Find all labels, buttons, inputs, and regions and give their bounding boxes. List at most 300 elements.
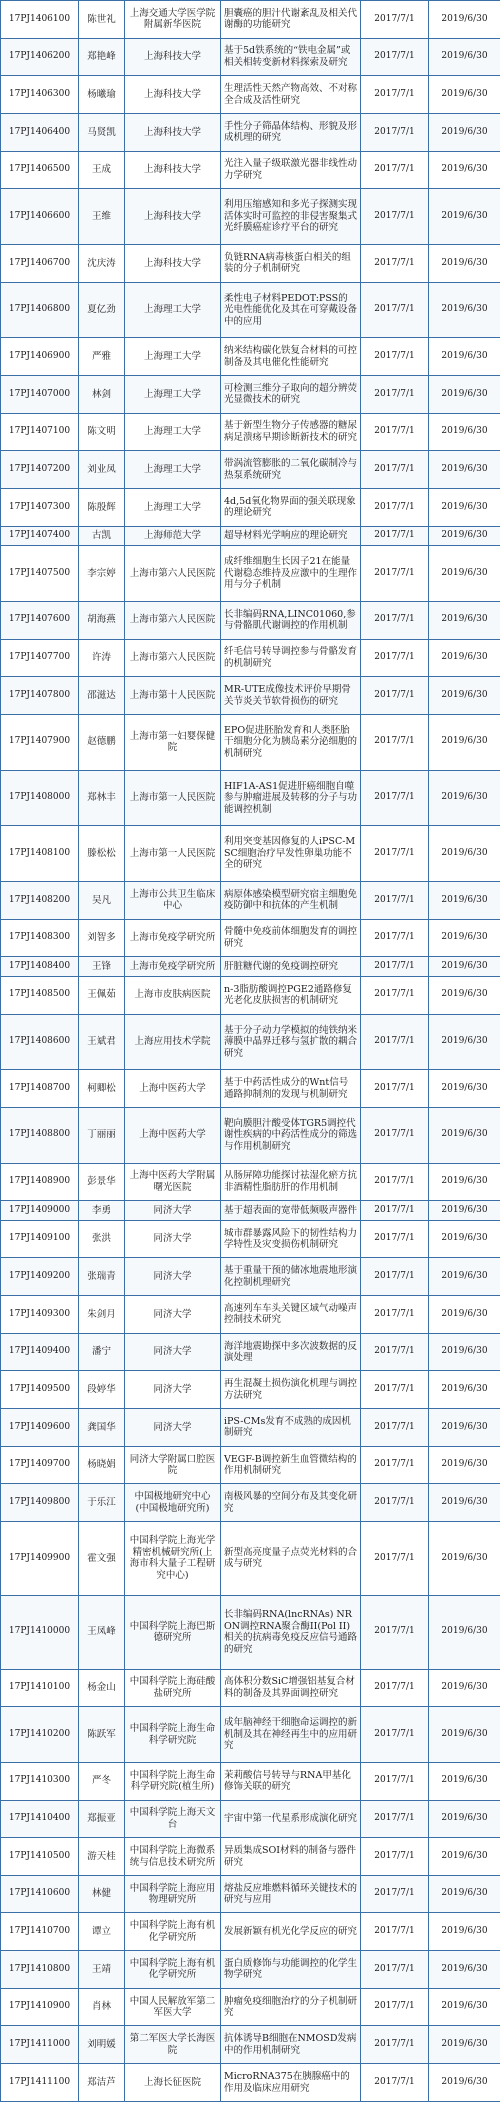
end-date-cell: 2019/6/30	[429, 1951, 500, 1989]
institution-cell: 上海市公共卫生临床中心	[125, 881, 221, 919]
leader-name-cell: 游天桂	[79, 1838, 125, 1876]
project-id-cell: 17PJ1409400	[1, 1333, 79, 1371]
project-id-cell: 17PJ1406300	[1, 76, 79, 114]
table-row	[1, 1296, 500, 1334]
project-title-cell: 纤毛信号转导调控参与骨骼发育的机制研究	[221, 639, 361, 677]
institution-cell: 上海科技大学	[125, 113, 221, 151]
project-title-cell: 高速列车车头关键区域气动噪声控制技术研究	[221, 1296, 361, 1334]
institution-cell: 上海长征医院	[125, 2064, 221, 2102]
start-date-cell: 2017/7/1	[361, 1988, 429, 2026]
project-id-cell: 17PJ1410000	[1, 1595, 79, 1669]
project-id-cell: 17PJ1408700	[1, 1070, 79, 1108]
table-row	[1, 1484, 500, 1522]
project-title-cell: 海洋地震勘探中多次波数据的反演处理	[221, 1333, 361, 1371]
table-row	[1, 1707, 500, 1763]
project-title-cell: 高体积分数SiC增强铝基复合材料的制备及其界面调控研究	[221, 1669, 361, 1707]
project-title-cell: 基于中药活性成分的Wnt信号通路抑制剂的发现与机制研究	[221, 1070, 361, 1108]
institution-cell: 中国科学院上海生命科学研究院	[125, 1707, 221, 1763]
leader-name-cell: 郑林丰	[79, 770, 125, 826]
end-date-cell: 2019/6/30	[429, 639, 500, 677]
project-title-cell: 长非编码RNA(lncRNAs) NRON调控RNA聚合酶II(Pol II)相关的抗病毒免疫反应信号通路的研究	[221, 1595, 361, 1669]
table-row	[1, 919, 500, 957]
institution-cell: 上海理工大学	[125, 488, 221, 526]
leader-name-cell: 李勇	[79, 1201, 125, 1221]
institution-cell: 同济大学	[125, 1258, 221, 1296]
institution-cell: 中国科学院上海巴斯德研究所	[125, 1595, 221, 1669]
start-date-cell: 2017/7/1	[361, 1201, 429, 1221]
leader-name-cell: 刘智多	[79, 919, 125, 957]
leader-name-cell: 滕松松	[79, 826, 125, 882]
start-date-cell: 2017/7/1	[361, 1163, 429, 1201]
leader-name-cell: 陈跃军	[79, 1707, 125, 1763]
start-date-cell: 2017/7/1	[361, 451, 429, 489]
table-row	[1, 601, 500, 639]
project-title-cell: 利用突变基因修复的人iPSC-MSC细胞治疗早发性卵巢功能不全的研究	[221, 826, 361, 882]
project-title-cell: 肿瘤免疫细胞治疗的分子机制研究	[221, 1988, 361, 2026]
table-row	[1, 1409, 500, 1447]
start-date-cell: 2017/7/1	[361, 1296, 429, 1334]
leader-name-cell: 许涛	[79, 639, 125, 677]
project-id-cell: 17PJ1407600	[1, 601, 79, 639]
leader-name-cell: 严雅	[79, 338, 125, 376]
project-title-cell: 城市群暴露风险下的韧性结构力学特性及灾变损伤机制研究	[221, 1220, 361, 1258]
project-id-cell: 17PJ1407500	[1, 546, 79, 602]
institution-cell: 上海交通大学医学院附属新华医院	[125, 1, 221, 39]
institution-cell: 上海理工大学	[125, 282, 221, 338]
start-date-cell: 2017/7/1	[361, 488, 429, 526]
institution-cell: 中国科学院上海生命科学研究院(植生所)	[125, 1762, 221, 1800]
table-row	[1, 451, 500, 489]
institution-cell: 上海市免疫学研究所	[125, 919, 221, 957]
leader-name-cell: 王佩茹	[79, 976, 125, 1014]
start-date-cell: 2017/7/1	[361, 1762, 429, 1800]
end-date-cell: 2019/6/30	[429, 526, 500, 546]
end-date-cell: 2019/6/30	[429, 1522, 500, 1596]
project-title-cell: 长非编码RNA,LINC01060,参与骨骼肌代谢调控的作用机制	[221, 601, 361, 639]
end-date-cell: 2019/6/30	[429, 2064, 500, 2102]
project-id-cell: 17PJ1410800	[1, 1951, 79, 1989]
end-date-cell: 2019/6/30	[429, 714, 500, 770]
institution-cell: 中国科学院上海有机化学研究所	[125, 1951, 221, 1989]
institution-cell: 上海理工大学	[125, 375, 221, 413]
project-table-body	[1, 1, 500, 2102]
leader-name-cell: 朱剑月	[79, 1296, 125, 1334]
start-date-cell: 2017/7/1	[361, 189, 429, 245]
table-row	[1, 244, 500, 282]
leader-name-cell: 潘宁	[79, 1333, 125, 1371]
institution-cell: 上海科技大学	[125, 151, 221, 189]
project-title-cell: 手性分子筛晶体结构、形貌及形成机理的研究	[221, 113, 361, 151]
project-id-cell: 17PJ1408100	[1, 826, 79, 882]
start-date-cell: 2017/7/1	[361, 76, 429, 114]
end-date-cell: 2019/6/30	[429, 1875, 500, 1913]
table-row	[1, 1333, 500, 1371]
start-date-cell: 2017/7/1	[361, 282, 429, 338]
end-date-cell: 2019/6/30	[429, 1446, 500, 1484]
project-id-cell: 17PJ1406800	[1, 282, 79, 338]
project-id-cell: 17PJ1407000	[1, 375, 79, 413]
table-row	[1, 526, 500, 546]
table-row	[1, 2064, 500, 2102]
table-row	[1, 113, 500, 151]
leader-name-cell: 张瑞青	[79, 1258, 125, 1296]
project-title-cell: iPS-CMs发育不成熟的成因机制研究	[221, 1409, 361, 1447]
start-date-cell: 2017/7/1	[361, 1258, 429, 1296]
start-date-cell: 2017/7/1	[361, 677, 429, 715]
start-date-cell: 2017/7/1	[361, 1409, 429, 1447]
project-title-cell: n-3脂肪酸调控PGE2通路修复光老化皮肤损害的机制研究	[221, 976, 361, 1014]
project-id-cell: 17PJ1410600	[1, 1875, 79, 1913]
project-id-cell: 17PJ1407400	[1, 526, 79, 546]
institution-cell: 上海市免疫学研究所	[125, 957, 221, 977]
project-title-cell: 蛋白质修饰与功能调控的化学生物学研究	[221, 1951, 361, 1989]
project-id-cell: 17PJ1408300	[1, 919, 79, 957]
project-id-cell: 17PJ1408500	[1, 976, 79, 1014]
project-id-cell: 17PJ1406200	[1, 38, 79, 76]
project-title-cell: EPO促进胚胎发育和人类胚胎干细胞分化为胰岛素分泌细胞的机制研究	[221, 714, 361, 770]
end-date-cell: 2019/6/30	[429, 826, 500, 882]
leader-name-cell: 马贤凯	[79, 113, 125, 151]
start-date-cell: 2017/7/1	[361, 375, 429, 413]
institution-cell: 第二军医大学长海医院	[125, 2026, 221, 2064]
project-id-cell: 17PJ1409700	[1, 1446, 79, 1484]
end-date-cell: 2019/6/30	[429, 1800, 500, 1838]
table-row	[1, 375, 500, 413]
leader-name-cell: 丁丽丽	[79, 1107, 125, 1163]
project-title-cell: 熔盐反应堆燃料循环关键技术的研究与应用	[221, 1875, 361, 1913]
table-row	[1, 1371, 500, 1409]
project-title-cell: 肝脏糖代谢的免疫调控研究	[221, 957, 361, 977]
institution-cell: 上海理工大学	[125, 338, 221, 376]
project-id-cell: 17PJ1410400	[1, 1800, 79, 1838]
start-date-cell: 2017/7/1	[361, 1707, 429, 1763]
project-id-cell: 17PJ1409600	[1, 1409, 79, 1447]
leader-name-cell: 夏亿劲	[79, 282, 125, 338]
table-row	[1, 1951, 500, 1989]
start-date-cell: 2017/7/1	[361, 244, 429, 282]
institution-cell: 上海科技大学	[125, 189, 221, 245]
project-title-cell: 成年脑神经干细胞命运调控的新机制及其在神经再生中的应用研究	[221, 1707, 361, 1763]
end-date-cell: 2019/6/30	[429, 1296, 500, 1334]
table-row	[1, 2026, 500, 2064]
project-title-cell: 带涡流管膨胀的二氧化碳制冷与热泵系统研究	[221, 451, 361, 489]
institution-cell: 上海科技大学	[125, 244, 221, 282]
project-id-cell: 17PJ1407100	[1, 413, 79, 451]
end-date-cell: 2019/6/30	[429, 1258, 500, 1296]
project-title-cell: 成纤维细胞生长因子21在能量代谢稳态维持及应激中的生理作用与分子机制	[221, 546, 361, 602]
table-row	[1, 151, 500, 189]
leader-name-cell: 段婷华	[79, 1371, 125, 1409]
end-date-cell: 2019/6/30	[429, 38, 500, 76]
start-date-cell: 2017/7/1	[361, 1669, 429, 1707]
table-row	[1, 1800, 500, 1838]
end-date-cell: 2019/6/30	[429, 2026, 500, 2064]
start-date-cell: 2017/7/1	[361, 881, 429, 919]
leader-name-cell: 王维	[79, 189, 125, 245]
institution-cell: 同济大学	[125, 1409, 221, 1447]
project-title-cell: 从肠屏障功能探讨祛湿化瘀方抗非酒精性脂肪肝的作用机制	[221, 1163, 361, 1201]
table-row	[1, 677, 500, 715]
leader-name-cell: 陈世礼	[79, 1, 125, 39]
end-date-cell: 2019/6/30	[429, 1988, 500, 2026]
project-title-cell: 基于超表面的宽带低频吸声器件	[221, 1201, 361, 1221]
table-row	[1, 1875, 500, 1913]
table-row	[1, 714, 500, 770]
start-date-cell: 2017/7/1	[361, 1014, 429, 1070]
start-date-cell: 2017/7/1	[361, 2064, 429, 2102]
start-date-cell: 2017/7/1	[361, 1875, 429, 1913]
table-row	[1, 488, 500, 526]
leader-name-cell: 李宗婷	[79, 546, 125, 602]
project-id-cell: 17PJ1408000	[1, 770, 79, 826]
institution-cell: 上海市第六人民医院	[125, 639, 221, 677]
project-title-cell: 异质集成SOI材料的制备与器件研究	[221, 1838, 361, 1876]
table-row	[1, 189, 500, 245]
institution-cell: 同济大学	[125, 1371, 221, 1409]
end-date-cell: 2019/6/30	[429, 1220, 500, 1258]
project-id-cell: 17PJ1411100	[1, 2064, 79, 2102]
end-date-cell: 2019/6/30	[429, 1484, 500, 1522]
institution-cell: 中国极地研究中心(中国极地研究所)	[125, 1484, 221, 1522]
project-title-cell: 抗体诱导B细胞在NMOSD发病中的作用机制研究	[221, 2026, 361, 2064]
end-date-cell: 2019/6/30	[429, 1762, 500, 1800]
institution-cell: 中国科学院上海天文台	[125, 1800, 221, 1838]
project-title-cell: 柔性电子材料PEDOT:PSS的光电性能优化及其在可穿戴设备中的应用	[221, 282, 361, 338]
project-title-cell: VEGF-B调控新生血管微结构的作用机制研究	[221, 1446, 361, 1484]
leader-name-cell: 古凯	[79, 526, 125, 546]
project-id-cell: 17PJ1409500	[1, 1371, 79, 1409]
project-id-cell: 17PJ1408600	[1, 1014, 79, 1070]
start-date-cell: 2017/7/1	[361, 413, 429, 451]
end-date-cell: 2019/6/30	[429, 976, 500, 1014]
institution-cell: 中国科学院上海微系统与信息技术研究所	[125, 1838, 221, 1876]
leader-name-cell: 林剑	[79, 375, 125, 413]
project-id-cell: 17PJ1409000	[1, 1201, 79, 1221]
project-id-cell: 17PJ1406900	[1, 338, 79, 376]
institution-cell: 上海应用技术学院	[125, 1014, 221, 1070]
leader-name-cell: 柯卿松	[79, 1070, 125, 1108]
end-date-cell: 2019/6/30	[429, 151, 500, 189]
table-row	[1, 1669, 500, 1707]
institution-cell: 上海市第一妇婴保健院	[125, 714, 221, 770]
start-date-cell: 2017/7/1	[361, 546, 429, 602]
start-date-cell: 2017/7/1	[361, 639, 429, 677]
leader-name-cell: 吴凡	[79, 881, 125, 919]
institution-cell: 上海市第六人民医院	[125, 546, 221, 602]
leader-name-cell: 龚国华	[79, 1409, 125, 1447]
project-title-cell: 基于分子动力学模拟的纯铁纳米薄膜中晶界迁移与氢扩散的耦合研究	[221, 1014, 361, 1070]
project-id-cell: 17PJ1407900	[1, 714, 79, 770]
project-id-cell: 17PJ1406100	[1, 1, 79, 39]
project-title-cell: MR-UTE成像技术评价早期骨关节炎关节软骨损伤的研究	[221, 677, 361, 715]
leader-name-cell: 郑洁芦	[79, 2064, 125, 2102]
end-date-cell: 2019/6/30	[429, 76, 500, 114]
start-date-cell: 2017/7/1	[361, 1595, 429, 1669]
project-title-cell: 病原体感染模型研究宿主细胞免疫防御中和抗体的产生机制	[221, 881, 361, 919]
end-date-cell: 2019/6/30	[429, 1707, 500, 1763]
leader-name-cell: 赵德鹏	[79, 714, 125, 770]
start-date-cell: 2017/7/1	[361, 1484, 429, 1522]
table-row	[1, 1070, 500, 1108]
institution-cell: 中国科学院上海光学精密机械研究所(上海市科大量子工程研究中心)	[125, 1522, 221, 1596]
leader-name-cell: 邵滋达	[79, 677, 125, 715]
table-row	[1, 1201, 500, 1221]
institution-cell: 上海市第六人民医院	[125, 601, 221, 639]
start-date-cell: 2017/7/1	[361, 770, 429, 826]
leader-name-cell: 杨金山	[79, 1669, 125, 1707]
start-date-cell: 2017/7/1	[361, 957, 429, 977]
project-id-cell: 17PJ1411000	[1, 2026, 79, 2064]
end-date-cell: 2019/6/30	[429, 113, 500, 151]
leader-name-cell: 王锋	[79, 957, 125, 977]
institution-cell: 同济大学	[125, 1220, 221, 1258]
leader-name-cell: 王靖	[79, 1951, 125, 1989]
start-date-cell: 2017/7/1	[361, 38, 429, 76]
project-id-cell: 17PJ1406600	[1, 189, 79, 245]
leader-name-cell: 林健	[79, 1875, 125, 1913]
table-row	[1, 1, 500, 39]
end-date-cell: 2019/6/30	[429, 601, 500, 639]
project-id-cell: 17PJ1410300	[1, 1762, 79, 1800]
project-id-cell: 17PJ1408900	[1, 1163, 79, 1201]
project-id-cell: 17PJ1410100	[1, 1669, 79, 1707]
leader-name-cell: 杨曦瑜	[79, 76, 125, 114]
end-date-cell: 2019/6/30	[429, 1595, 500, 1669]
leader-name-cell: 刘业凤	[79, 451, 125, 489]
end-date-cell: 2019/6/30	[429, 1333, 500, 1371]
end-date-cell: 2019/6/30	[429, 338, 500, 376]
end-date-cell: 2019/6/30	[429, 1838, 500, 1876]
institution-cell: 上海市第十人民医院	[125, 677, 221, 715]
table-row	[1, 1258, 500, 1296]
project-id-cell: 17PJ1406400	[1, 113, 79, 151]
institution-cell: 上海中医药大学	[125, 1070, 221, 1108]
end-date-cell: 2019/6/30	[429, 1409, 500, 1447]
leader-name-cell: 于乐江	[79, 1484, 125, 1522]
institution-cell: 中国科学院上海应用物理研究所	[125, 1875, 221, 1913]
project-title-cell: 光注入量子级联激光器非线性动力学研究	[221, 151, 361, 189]
project-id-cell: 17PJ1409100	[1, 1220, 79, 1258]
start-date-cell: 2017/7/1	[361, 1, 429, 39]
table-row	[1, 38, 500, 76]
project-title-cell: 超导材料光学响应的理论研究	[221, 526, 361, 546]
project-title-cell: 靶向膜胆汁酸受体TGR5调控代谢性疾病的中药活性成分的筛选与作用机制研究	[221, 1107, 361, 1163]
start-date-cell: 2017/7/1	[361, 1522, 429, 1596]
institution-cell: 上海中医药大学	[125, 1107, 221, 1163]
institution-cell: 中国人民解放军第二军医大学	[125, 1988, 221, 2026]
institution-cell: 上海市皮肤病医院	[125, 976, 221, 1014]
start-date-cell: 2017/7/1	[361, 826, 429, 882]
institution-cell: 上海科技大学	[125, 38, 221, 76]
table-row	[1, 282, 500, 338]
project-id-cell: 17PJ1409900	[1, 1522, 79, 1596]
table-row	[1, 770, 500, 826]
end-date-cell: 2019/6/30	[429, 546, 500, 602]
leader-name-cell: 张洪	[79, 1220, 125, 1258]
start-date-cell: 2017/7/1	[361, 1371, 429, 1409]
leader-name-cell: 陈殷辉	[79, 488, 125, 526]
table-row	[1, 1163, 500, 1201]
leader-name-cell: 严冬	[79, 1762, 125, 1800]
end-date-cell: 2019/6/30	[429, 375, 500, 413]
project-id-cell: 17PJ1410500	[1, 1838, 79, 1876]
project-id-cell: 17PJ1406500	[1, 151, 79, 189]
project-title-cell: 基于新型生物分子传感器的糖尿病足溃疡早期诊断新技术的研究	[221, 413, 361, 451]
project-title-cell: MicroRNA375在胰腺癌中的作用及临床应用研究	[221, 2064, 361, 2102]
end-date-cell: 2019/6/30	[429, 1014, 500, 1070]
start-date-cell: 2017/7/1	[361, 1951, 429, 1989]
table-row	[1, 1107, 500, 1163]
leader-name-cell: 刘明媛	[79, 2026, 125, 2064]
start-date-cell: 2017/7/1	[361, 2026, 429, 2064]
project-id-cell: 17PJ1407800	[1, 677, 79, 715]
project-title-cell: 纳米结构碳化铁复合材料的可控制备及其电催化性能研究	[221, 338, 361, 376]
project-id-cell: 17PJ1408800	[1, 1107, 79, 1163]
start-date-cell: 2017/7/1	[361, 1838, 429, 1876]
leader-name-cell: 王凤峰	[79, 1595, 125, 1669]
project-id-cell: 17PJ1410200	[1, 1707, 79, 1763]
table-row	[1, 976, 500, 1014]
start-date-cell: 2017/7/1	[361, 1220, 429, 1258]
table-row	[1, 957, 500, 977]
table-row	[1, 639, 500, 677]
institution-cell: 上海理工大学	[125, 413, 221, 451]
table-row	[1, 546, 500, 602]
end-date-cell: 2019/6/30	[429, 1163, 500, 1201]
end-date-cell: 2019/6/30	[429, 881, 500, 919]
institution-cell: 上海中医药大学附属曙光医院	[125, 1163, 221, 1201]
table-row	[1, 1988, 500, 2026]
table-row	[1, 1522, 500, 1596]
end-date-cell: 2019/6/30	[429, 770, 500, 826]
table-row	[1, 1220, 500, 1258]
start-date-cell: 2017/7/1	[361, 151, 429, 189]
project-title-cell: 新型高亮度量子点荧光材料的合成与研究	[221, 1522, 361, 1596]
project-title-cell: HIF1A-AS1促进肝癌细胞自噬参与肿瘤进展及转移的分子与功能调控机制	[221, 770, 361, 826]
end-date-cell: 2019/6/30	[429, 488, 500, 526]
start-date-cell: 2017/7/1	[361, 1070, 429, 1108]
end-date-cell: 2019/6/30	[429, 282, 500, 338]
start-date-cell: 2017/7/1	[361, 1107, 429, 1163]
start-date-cell: 2017/7/1	[361, 714, 429, 770]
start-date-cell: 2017/7/1	[361, 919, 429, 957]
project-id-cell: 17PJ1408400	[1, 957, 79, 977]
table-row	[1, 1014, 500, 1070]
project-id-cell: 17PJ1406700	[1, 244, 79, 282]
end-date-cell: 2019/6/30	[429, 1, 500, 39]
institution-cell: 中国科学院上海硅酸盐研究所	[125, 1669, 221, 1707]
project-id-cell: 17PJ1410700	[1, 1913, 79, 1951]
end-date-cell: 2019/6/30	[429, 1913, 500, 1951]
project-title-cell: 宇宙中第一代星系形成演化研究	[221, 1800, 361, 1838]
institution-cell: 同济大学	[125, 1333, 221, 1371]
leader-name-cell: 霍文强	[79, 1522, 125, 1596]
institution-cell: 上海师范大学	[125, 526, 221, 546]
start-date-cell: 2017/7/1	[361, 113, 429, 151]
start-date-cell: 2017/7/1	[361, 976, 429, 1014]
table-row	[1, 413, 500, 451]
start-date-cell: 2017/7/1	[361, 526, 429, 546]
project-title-cell: 骨髓中免疫前体细胞发育的调控研究	[221, 919, 361, 957]
project-id-cell: 17PJ1407700	[1, 639, 79, 677]
project-id-cell: 17PJ1409200	[1, 1258, 79, 1296]
leader-name-cell: 王斌君	[79, 1014, 125, 1070]
leader-name-cell: 郑艳峰	[79, 38, 125, 76]
end-date-cell: 2019/6/30	[429, 244, 500, 282]
project-title-cell: 负链RNA病毒核蛋白相关的组装的分子机制研究	[221, 244, 361, 282]
end-date-cell: 2019/6/30	[429, 1201, 500, 1221]
leader-name-cell: 杨晓娟	[79, 1446, 125, 1484]
